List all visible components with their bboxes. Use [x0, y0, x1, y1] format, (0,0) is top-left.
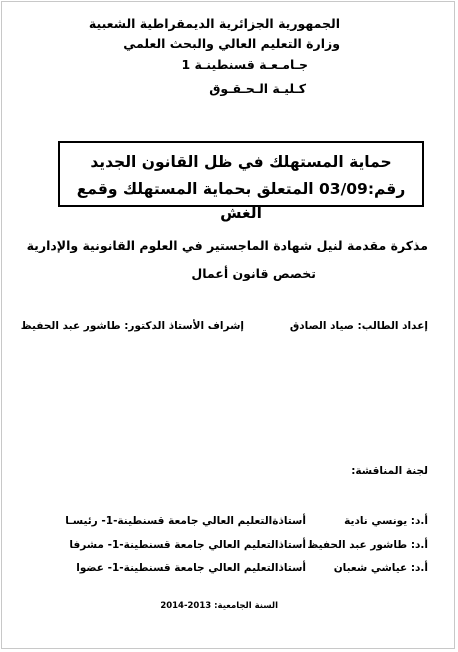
academic-year: السنة الجامعية: 2013-2014 — [160, 601, 278, 611]
republic-line: الجمهورية الجزائرية الديمقراطية الشعبية — [88, 16, 340, 31]
ministry-line: وزارة التعليم العالي والبحث العلمي — [123, 36, 340, 51]
student-credit: إعداد الطالب: صياد الصادق — [289, 320, 428, 332]
thesis-description: مذكرة مقدمة لنيل شهادة الماجستير في العلوم القانونية والإدارية — [26, 238, 428, 253]
faculty-line: كـليـة الـحـقـوق — [209, 81, 306, 96]
committee-heading: لجنة المناقشة: — [351, 465, 428, 477]
committee-member-role: أستاذالتعليم العالي جامعة قسنطينة-1- مشرفا — [69, 539, 306, 551]
committee-member-name: أ.د: طاشور عبد الحفيظ — [307, 539, 428, 551]
title-box — [58, 141, 424, 222]
title-line-2: رقم:03/09 المتعلق بحماية المستهلك وقمع الغش — [76, 180, 406, 222]
committee-member-role: أستاذةالتعليم العالي جامعة قسنطينة-1- رئيسـا — [65, 515, 306, 527]
supervisor-credit: إشراف الأستاذ الدكتور: طاشور عبد الحفيظ — [20, 320, 244, 332]
committee-member-role: أستاذالتعليم العالي جامعة قسنطينة-1- عضوا — [76, 562, 306, 574]
committee-member-name: أ.د: يونسي نادية — [344, 515, 428, 527]
thesis-specialty: تخصص قانون أعمال — [191, 266, 316, 281]
committee-member-name: أ.د: عياشي شعبان — [333, 562, 428, 574]
university-line: جـامـعـة قسنطينـة 1 — [181, 57, 308, 72]
title-line-1: حماية المستهلك في ظل القانون الجديد — [90, 153, 392, 171]
